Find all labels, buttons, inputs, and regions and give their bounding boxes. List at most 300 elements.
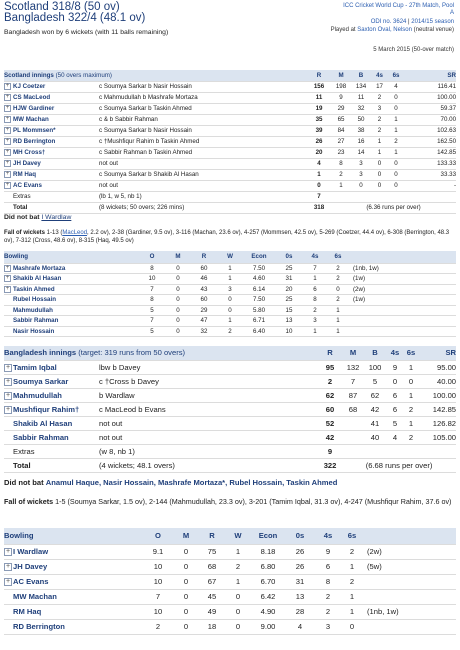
bowler-name[interactable]: JH Davey (13, 559, 143, 574)
extras-detail: (lb 1, w 5, nb 1) (99, 191, 307, 202)
sixes: 2 (404, 402, 418, 416)
expand-toggle-icon[interactable]: + (5, 82, 10, 89)
runs: 42 (318, 430, 342, 444)
expand-cell (4, 360, 13, 374)
bowling-row (4, 589, 456, 604)
expand-cell (4, 169, 13, 180)
col-m: M (165, 251, 191, 263)
batsman-name[interactable]: MH Cross† (13, 147, 99, 158)
total-row (4, 202, 456, 213)
col-econ: Econ (251, 528, 285, 544)
runs: 4 (307, 158, 331, 169)
scotland-batting-table (4, 70, 456, 214)
overs: 10 (143, 604, 173, 619)
expand-toggle-icon[interactable]: + (5, 93, 10, 100)
fow-player-link[interactable]: MacLeod (62, 230, 88, 236)
runs: 43 (191, 284, 217, 295)
venue-tail: (neutral venue) (413, 27, 454, 33)
col-6s: 6s (327, 251, 349, 263)
odi-link[interactable]: ODI no. 3624 (370, 19, 407, 25)
dismissal: c Soumya Sarkar b Nasir Hossain (99, 125, 307, 136)
expand-toggle-icon[interactable]: + (5, 563, 11, 570)
col-4s: 4s (386, 346, 404, 360)
expand-cell (4, 402, 13, 416)
scotland-innings-bowling-table (4, 251, 456, 337)
expand-toggle-icon[interactable]: + (5, 104, 10, 111)
expand-cell (4, 274, 13, 285)
fours: 1 (303, 274, 327, 285)
col-b: B (351, 70, 371, 81)
overs: 7 (143, 589, 173, 604)
bowling-row (4, 305, 456, 316)
strike-rate: 126.82 (418, 416, 456, 430)
batting-row (4, 147, 456, 158)
expand-cell (4, 180, 13, 191)
balls: 16 (351, 136, 371, 147)
wickets: 1 (225, 574, 251, 589)
fours: 8 (303, 295, 327, 306)
fours: 0 (371, 169, 388, 180)
bowling-row (4, 326, 456, 337)
batsman-name[interactable]: Tamim Iqbal (13, 360, 99, 374)
total-label: Total (13, 202, 99, 213)
expand-cell (4, 430, 13, 444)
minutes: 84 (331, 125, 351, 136)
balls: 3 (351, 169, 371, 180)
batting-row (4, 114, 456, 125)
season-link[interactable]: 2014/15 season (411, 19, 454, 25)
minutes: 23 (331, 147, 351, 158)
col-m: M (342, 346, 364, 360)
odi-line: ODI no. 3624 | 2014/15 season (370, 19, 454, 25)
venue-prefix: Played at (330, 27, 356, 33)
wickets: 0 (217, 295, 243, 306)
batting-row (4, 158, 456, 169)
strike-rate: 142.85 (404, 147, 456, 158)
balls: 11 (351, 92, 371, 103)
series-line (343, 3, 454, 9)
bowler-name[interactable]: Nasir Hossain (13, 326, 139, 337)
runs: 11 (307, 92, 331, 103)
dismissal: c & b Sabbir Rahman (99, 114, 307, 125)
team2-score: Bangladesh 322/4 (48.1 ov) (4, 12, 146, 24)
bangladesh-fall-of-wickets (4, 497, 456, 507)
sixes: 1 (327, 326, 349, 337)
batsman-name[interactable]: CS MacLeod (13, 92, 99, 103)
bowling-row (4, 295, 456, 306)
strike-rate: 40.00 (418, 374, 456, 388)
balls: 3 (351, 158, 371, 169)
extras-row (4, 444, 456, 458)
col-w: W (225, 528, 251, 544)
batsman-name[interactable]: Sabbir Rahman (13, 430, 99, 444)
sixes: 1 (404, 388, 418, 402)
pool-line (450, 10, 454, 16)
minutes: 87 (342, 388, 364, 402)
dots: 25 (275, 263, 303, 274)
batting-row (4, 402, 456, 416)
dots: 15 (275, 305, 303, 316)
bowler-name[interactable]: MW Machan (13, 589, 143, 604)
col-6s: 6s (341, 528, 363, 544)
minutes: 9 (331, 92, 351, 103)
col-sr: SR (404, 70, 456, 81)
fours: 2 (371, 92, 388, 103)
wickets: 1 (217, 263, 243, 274)
batsman-name[interactable]: RD Berrington (13, 136, 99, 147)
runs: 75 (199, 544, 225, 559)
strike-rate: 100.00 (404, 92, 456, 103)
match-result: Bangladesh won by 6 wickets (with 11 balls remaining) (4, 29, 169, 36)
bowling-row (4, 274, 456, 285)
bowling-row (4, 316, 456, 327)
extras-note (349, 316, 456, 327)
expand-cell (4, 263, 13, 274)
sixes: 1 (341, 604, 363, 619)
fours: 8 (315, 574, 341, 589)
minutes: 7 (342, 374, 364, 388)
fours: 1 (371, 147, 388, 158)
expand-cell (4, 92, 13, 103)
batsman-name[interactable]: RM Haq (13, 169, 99, 180)
batsman-name[interactable]: Soumya Sarkar (13, 374, 99, 388)
maidens: 0 (173, 619, 199, 634)
minutes: 198 (331, 81, 351, 92)
pool-link[interactable]: A (449, 10, 454, 16)
sixes: 1 (388, 125, 404, 136)
batting-row (4, 92, 456, 103)
expand-toggle-icon[interactable]: + (5, 548, 11, 555)
batsman-name[interactable]: AC Evans (13, 180, 99, 191)
sixes: 1 (388, 147, 404, 158)
bowling-row (4, 619, 456, 634)
strike-rate: 105.00 (418, 430, 456, 444)
dots: 26 (285, 544, 315, 559)
expand-toggle-icon[interactable]: + (5, 137, 10, 144)
expand-cell (4, 103, 13, 114)
runs: 62 (318, 388, 342, 402)
venue-link[interactable]: Saxton Oval, Nelson (357, 27, 412, 33)
batting-row (4, 360, 456, 374)
minutes: 29 (331, 103, 351, 114)
bowler-name[interactable]: Taskin Ahmed (13, 284, 139, 295)
sixes: 0 (341, 619, 363, 634)
batting-row (4, 169, 456, 180)
sixes: 1 (404, 416, 418, 430)
sixes: 2 (327, 274, 349, 285)
col-4s: 4s (371, 70, 388, 81)
extras-note (363, 619, 456, 634)
dots: 26 (285, 559, 315, 574)
fours: 0 (386, 374, 404, 388)
sixes: 1 (341, 589, 363, 604)
wickets: 0 (217, 305, 243, 316)
col-r: R (191, 251, 217, 263)
col-0s: 0s (275, 251, 303, 263)
batting-row (4, 180, 456, 191)
expand-cell (4, 574, 13, 589)
col-sr: SR (418, 346, 456, 360)
fours: 6 (315, 559, 341, 574)
runs: 46 (191, 274, 217, 285)
bangladesh-did-not-bat (4, 478, 337, 487)
runs: 19 (307, 103, 331, 114)
batsman-name[interactable]: Mushfiqur Rahim† (13, 402, 99, 416)
runs: 18 (199, 619, 225, 634)
batsman-name[interactable]: JH Davey (13, 158, 99, 169)
total-value: 318 (307, 202, 331, 213)
batting-row (4, 81, 456, 92)
batsman-name[interactable]: Shakib Al Hasan (13, 416, 99, 430)
expand-toggle-icon[interactable]: + (5, 391, 11, 399)
expand-cell (4, 604, 13, 619)
dismissal: c †Mushfiqur Rahim b Taskin Ahmed (99, 136, 307, 147)
fours: 9 (315, 544, 341, 559)
expand-cell (4, 284, 13, 295)
extras-note: (1w) (349, 274, 456, 285)
expand-cell (4, 544, 13, 559)
dismissal: c Mahmudullah b Mashrafe Mortaza (99, 92, 307, 103)
runs: 29 (191, 305, 217, 316)
expand-cell (4, 589, 13, 604)
extras-note: (1nb, 1w) (349, 263, 456, 274)
runs: 95 (318, 360, 342, 374)
col-m: M (331, 70, 351, 81)
expand-cell (4, 326, 13, 337)
strike-rate: - (404, 180, 456, 191)
bowler-name[interactable]: Rubel Hossain (13, 295, 139, 306)
bowling-header-row (4, 528, 456, 544)
expand-cell (4, 619, 13, 634)
overs: 5 (139, 326, 165, 337)
fours: 4 (386, 430, 404, 444)
sixes: 2 (388, 136, 404, 147)
fours: 6 (386, 388, 404, 402)
economy: 7.50 (243, 263, 275, 274)
dismissal: c MacLeod b Evans (99, 402, 318, 416)
economy: 6.71 (243, 316, 275, 327)
overs: 7 (139, 316, 165, 327)
minutes: 8 (331, 158, 351, 169)
expand-toggle-icon[interactable]: + (5, 405, 11, 413)
minutes: 132 (342, 360, 364, 374)
dismissal: not out (99, 180, 307, 191)
dnb-names[interactable]: I Wardlaw (41, 214, 72, 221)
expand-cell (4, 374, 13, 388)
fours: 0 (371, 180, 388, 191)
balls: 40 (364, 430, 386, 444)
bangladesh-innings-bowling-table (4, 528, 456, 635)
strike-rate: 100.00 (418, 388, 456, 402)
bowling-row (4, 574, 456, 589)
runs: 35 (307, 114, 331, 125)
extras-detail: (w 8, nb 1) (99, 444, 318, 458)
total-detail: (8 wickets; 50 overs; 226 mins) (99, 202, 307, 213)
bowler-name[interactable]: Shakib Al Hasan (13, 274, 139, 285)
wickets: 2 (225, 559, 251, 574)
economy: 4.90 (251, 604, 285, 619)
fours: 3 (315, 619, 341, 634)
dismissal: lbw b Davey (99, 360, 318, 374)
overs: 7 (139, 284, 165, 295)
maidens: 0 (173, 544, 199, 559)
balls: 62 (364, 388, 386, 402)
runs: 68 (199, 559, 225, 574)
batsman-name[interactable]: HJW Gardiner (13, 103, 99, 114)
batting-row (4, 136, 456, 147)
series-link[interactable]: ICC Cricket World Cup - 27th Match, Pool (343, 3, 454, 9)
expand-cell (4, 136, 13, 147)
scotland-did-not-bat (4, 214, 71, 221)
runs: 39 (307, 125, 331, 136)
batsman-name[interactable]: MW Machan (13, 114, 99, 125)
total-detail: (4 wickets; 48.1 overs) (99, 458, 318, 472)
bowler-name[interactable]: Mashrafe Mortaza (13, 263, 139, 274)
expand-cell (4, 158, 13, 169)
runs: 52 (318, 416, 342, 430)
expand-toggle-icon[interactable]: + (5, 275, 10, 282)
expand-toggle-icon[interactable]: + (5, 377, 11, 385)
bowler-name[interactable]: Sabbir Rahman (13, 316, 139, 327)
extras-note (349, 326, 456, 337)
batsman-name[interactable]: PL Mommsen* (13, 125, 99, 136)
expand-toggle-icon[interactable]: + (5, 115, 10, 122)
minutes: 27 (331, 136, 351, 147)
col-b: B (364, 346, 386, 360)
bowler-name[interactable]: RM Haq (13, 604, 143, 619)
extras-note (363, 589, 456, 604)
strike-rate: 33.33 (404, 169, 456, 180)
runs: 67 (199, 574, 225, 589)
runs: 156 (307, 81, 331, 92)
bowler-name[interactable]: Mahmudullah (13, 305, 139, 316)
overs: 8 (139, 263, 165, 274)
expand-toggle-icon[interactable]: + (5, 363, 11, 371)
expand-toggle-icon[interactable]: + (5, 148, 10, 155)
overs: 2 (143, 619, 173, 634)
maidens: 0 (165, 295, 191, 306)
economy: 8.18 (251, 544, 285, 559)
runs: 45 (199, 589, 225, 604)
runs: 60 (191, 295, 217, 306)
bowler-name[interactable]: I Wardlaw (13, 544, 143, 559)
fow-label: Fall of wickets (4, 230, 46, 236)
expand-cell (4, 388, 13, 402)
bowler-name[interactable]: RD Berrington (13, 619, 143, 634)
strike-rate: 116.41 (404, 81, 456, 92)
fow-text-start: 1-13 ( (45, 230, 63, 236)
batting-row (4, 374, 456, 388)
expand-cell (4, 125, 13, 136)
col-r: R (199, 528, 225, 544)
extras-note (349, 305, 456, 316)
dots: 13 (275, 316, 303, 327)
col-4s: 4s (315, 528, 341, 544)
wickets: 3 (217, 284, 243, 295)
economy: 9.00 (251, 619, 285, 634)
batting-row (4, 430, 456, 444)
expand-toggle-icon[interactable]: + (5, 159, 10, 166)
extras-value: 7 (307, 191, 331, 202)
sixes: 0 (327, 284, 349, 295)
dots: 31 (285, 574, 315, 589)
expand-toggle-icon[interactable]: + (5, 285, 10, 292)
fours: 0 (371, 158, 388, 169)
col-4s: 4s (303, 251, 327, 263)
dnb-names[interactable]: Anamul Haque, Nasir Hossain, Mashrafe Mortaza*, Rubel Hossain, Taskin Ahmed (45, 478, 338, 487)
economy: 6.14 (243, 284, 275, 295)
expand-toggle-icon[interactable]: + (5, 170, 10, 177)
runs: 32 (191, 326, 217, 337)
maidens: 0 (173, 589, 199, 604)
maidens: 0 (173, 559, 199, 574)
strike-rate: 70.00 (404, 114, 456, 125)
minutes (342, 430, 364, 444)
sixes: 0 (388, 92, 404, 103)
wickets: 1 (225, 544, 251, 559)
maidens: 0 (165, 305, 191, 316)
economy: 6.70 (251, 574, 285, 589)
expand-cell (4, 416, 13, 430)
balls: 32 (351, 103, 371, 114)
bowler-name[interactable]: AC Evans (13, 574, 143, 589)
batsman-name[interactable]: Mahmudullah (13, 388, 99, 402)
strike-rate: 133.33 (404, 158, 456, 169)
batsman-name[interactable]: KJ Coetzer (13, 81, 99, 92)
fours: 3 (371, 103, 388, 114)
runs: 49 (199, 604, 225, 619)
maidens: 0 (165, 274, 191, 285)
wickets: 0 (225, 604, 251, 619)
expand-toggle-icon[interactable]: + (5, 181, 10, 188)
maidens: 0 (173, 574, 199, 589)
sixes: 2 (404, 430, 418, 444)
bowling-row (4, 263, 456, 274)
batting-row (4, 388, 456, 402)
overs: 10 (143, 559, 173, 574)
expand-toggle-icon[interactable]: + (5, 264, 10, 271)
fours: 6 (386, 402, 404, 416)
fow-label: Fall of wickets (4, 497, 54, 506)
runs: 60 (318, 402, 342, 416)
bowling-row (4, 284, 456, 295)
strike-rate: 142.85 (418, 402, 456, 416)
balls: 41 (364, 416, 386, 430)
run-rate: (6.36 runs per over) (331, 202, 456, 213)
bowling-row (4, 559, 456, 574)
bangladesh-header-row (4, 346, 456, 360)
extras-note: (5w) (363, 559, 456, 574)
balls: 0 (351, 180, 371, 191)
fours: 7 (303, 263, 327, 274)
balls: 38 (351, 125, 371, 136)
bowling-title: Bowling (4, 528, 143, 544)
dismissal: c Soumya Sarkar b Shakib Al Hasan (99, 169, 307, 180)
balls: 5 (364, 374, 386, 388)
extras-note: (1nb, 1w) (363, 604, 456, 619)
expand-toggle-icon[interactable]: + (5, 126, 10, 133)
expand-toggle-icon[interactable]: + (5, 578, 11, 585)
overs: 8 (139, 295, 165, 306)
expand-cell (4, 114, 13, 125)
wickets: 0 (225, 619, 251, 634)
fours: 9 (386, 360, 404, 374)
dots: 25 (275, 295, 303, 306)
maidens: 0 (165, 326, 191, 337)
dismissal: c Sabbir Rahman b Taskin Ahmed (99, 147, 307, 158)
minutes (342, 416, 364, 430)
fow-text: 1-5 (Soumya Sarkar, 1.5 ov), 2-144 (Mahmudullah, 23.3 ov), 3-201 (Tamim Iqbal, 31.3 ov), 4-247 (Mushfiqur Rahim, 37.6 ov) (53, 497, 452, 506)
